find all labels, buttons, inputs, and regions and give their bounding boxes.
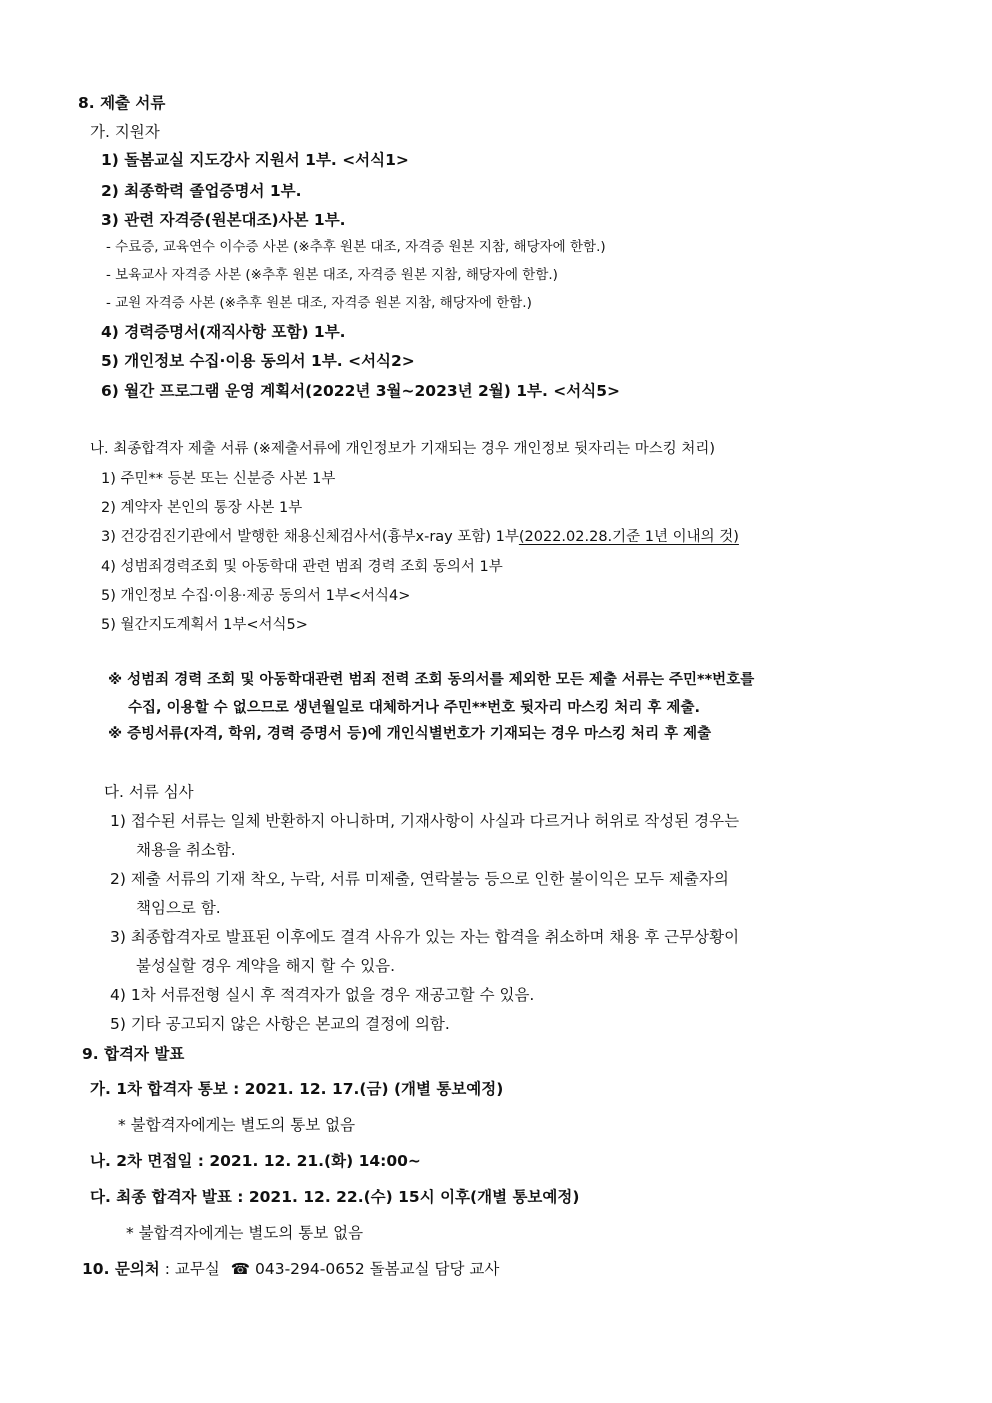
s9-na: 나. 2차 면접일 : 2021. 12. 21.(화) 14:00~ bbox=[90, 1152, 421, 1170]
ga-subitem-3: - 교원 자격증 사본 (※추후 원본 대조, 자격증 원본 지참, 해당자에 한함.) bbox=[106, 295, 532, 311]
section-10 bbox=[82, 1262, 499, 1278]
section-10-office: : 교무실 bbox=[164, 1260, 220, 1278]
da-item-2-cont: 책임으로 함. bbox=[136, 899, 221, 917]
note-1-cont: 수집, 이용할 수 없으므로 생년월일로 대체하거나 주민**번호 뒷자리 마스킹 처리 후 제출. bbox=[128, 700, 700, 716]
note-2: ※ 증빙서류(자격, 학위, 경력 증명서 등)에 개인식별번호가 기재되는 경우 마스킹 처리 후 제출 bbox=[108, 726, 712, 742]
na-item-2: 2) 계약자 본인의 통장 사본 1부 bbox=[101, 500, 303, 516]
na-item-6: 5) 월간지도계획서 1부<서식5> bbox=[101, 617, 308, 633]
na-item-5: 5) 개인정보 수집·이용·제공 동의서 1부<서식4> bbox=[101, 588, 411, 604]
section-9-heading: 9. 합격자 발표 bbox=[82, 1045, 185, 1063]
ga-item-4: 4) 경력증명서(재직사항 포함) 1부. bbox=[101, 323, 346, 341]
ga-item-5: 5) 개인정보 수집·이용 동의서 1부. <서식2> bbox=[101, 352, 415, 370]
na-item-3-deadline: (2022.02.28.기준 1년 이내의 것) bbox=[518, 529, 739, 545]
da-item-1-cont: 채용을 취소함. bbox=[136, 841, 236, 859]
da-item-3: 3) 최종합격자로 발표된 이후에도 결격 사유가 있는 자는 합격을 취소하며 채용 후 근무상황이 bbox=[110, 928, 740, 946]
na-item-4: 4) 성범죄경력조회 및 아동학대 관련 범죄 경력 조회 동의서 1부 bbox=[101, 559, 503, 575]
da-item-5: 5) 기타 공고되지 않은 사항은 본교의 결정에 의함. bbox=[110, 1015, 450, 1033]
s9-da-note: * 불합격자에게는 별도의 통보 없음 bbox=[126, 1224, 364, 1242]
na-item-3 bbox=[101, 530, 739, 545]
section-8-da-label: 다. 서류 심사 bbox=[104, 783, 194, 801]
section-8-heading: 8. 제출 서류 bbox=[78, 94, 166, 112]
da-item-3-cont: 불성실할 경우 계약을 해지 할 수 있음. bbox=[136, 957, 396, 975]
da-item-1: 1) 접수된 서류는 일체 반환하지 아니하며, 기재사항이 사실과 다르거나 허위로 작성된 경우는 bbox=[110, 812, 740, 830]
ga-item-1: 1) 돌봄교실 지도강사 지원서 1부. <서식1> bbox=[101, 151, 409, 169]
na-item-1: 1) 주민** 등본 또는 신분증 사본 1부 bbox=[101, 471, 336, 487]
section-8-na-label: 나. 최종합격자 제출 서류 (※제출서류에 개인정보가 기재되는 경우 개인정보 뒷자리는 마스킹 처리) bbox=[90, 441, 716, 457]
ga-item-2: 2) 최종학력 졸업증명서 1부. bbox=[101, 182, 302, 200]
s9-da: 다. 최종 합격자 발표 : 2021. 12. 22.(수) 15시 이후(개별 통보예정) bbox=[90, 1188, 580, 1206]
ga-subitem-1: - 수료증, 교육연수 이수증 사본 (※추후 원본 대조, 자격증 원본 지참, 해당자에 한함.) bbox=[106, 239, 606, 255]
ga-item-3: 3) 관련 자격증(원본대조)사본 1부. bbox=[101, 211, 346, 229]
s9-ga-note: * 불합격자에게는 별도의 통보 없음 bbox=[118, 1116, 356, 1134]
section-10-phone: 043-294-0652 돌봄교실 담당 교사 bbox=[254, 1260, 500, 1278]
note-1: ※ 성범죄 경력 조회 및 아동학대관련 범죄 전력 조회 동의서를 제외한 모든 제출 서류는 주민**번호를 bbox=[108, 672, 755, 688]
s9-ga: 가. 1차 합격자 통보 : 2021. 12. 17.(금) (개별 통보예정) bbox=[90, 1080, 504, 1098]
da-item-2: 2) 제출 서류의 기재 착오, 누락, 서류 미제출, 연락불능 등으로 인한 불이익은 모두 제출자의 bbox=[110, 870, 729, 888]
section-10-heading: 10. 문의처 bbox=[82, 1260, 160, 1278]
da-item-4: 4) 1차 서류전형 실시 후 적격자가 없을 경우 재공고할 수 있음. bbox=[110, 986, 535, 1004]
section-8-ga-label: 가. 지원자 bbox=[90, 123, 160, 141]
phone-icon: ☎ bbox=[230, 1260, 251, 1278]
na-item-3-text: 3) 건강검진기관에서 발행한 채용신체검사서(흉부x-ray 포함) 1부 bbox=[101, 529, 519, 545]
ga-subitem-2: - 보육교사 자격증 사본 (※추후 원본 대조, 자격증 원본 지참, 해당자에 한함.) bbox=[106, 267, 558, 283]
ga-item-6: 6) 월간 프로그램 운영 계획서(2022년 3월~2023년 2월) 1부. <서식5> bbox=[101, 382, 620, 400]
